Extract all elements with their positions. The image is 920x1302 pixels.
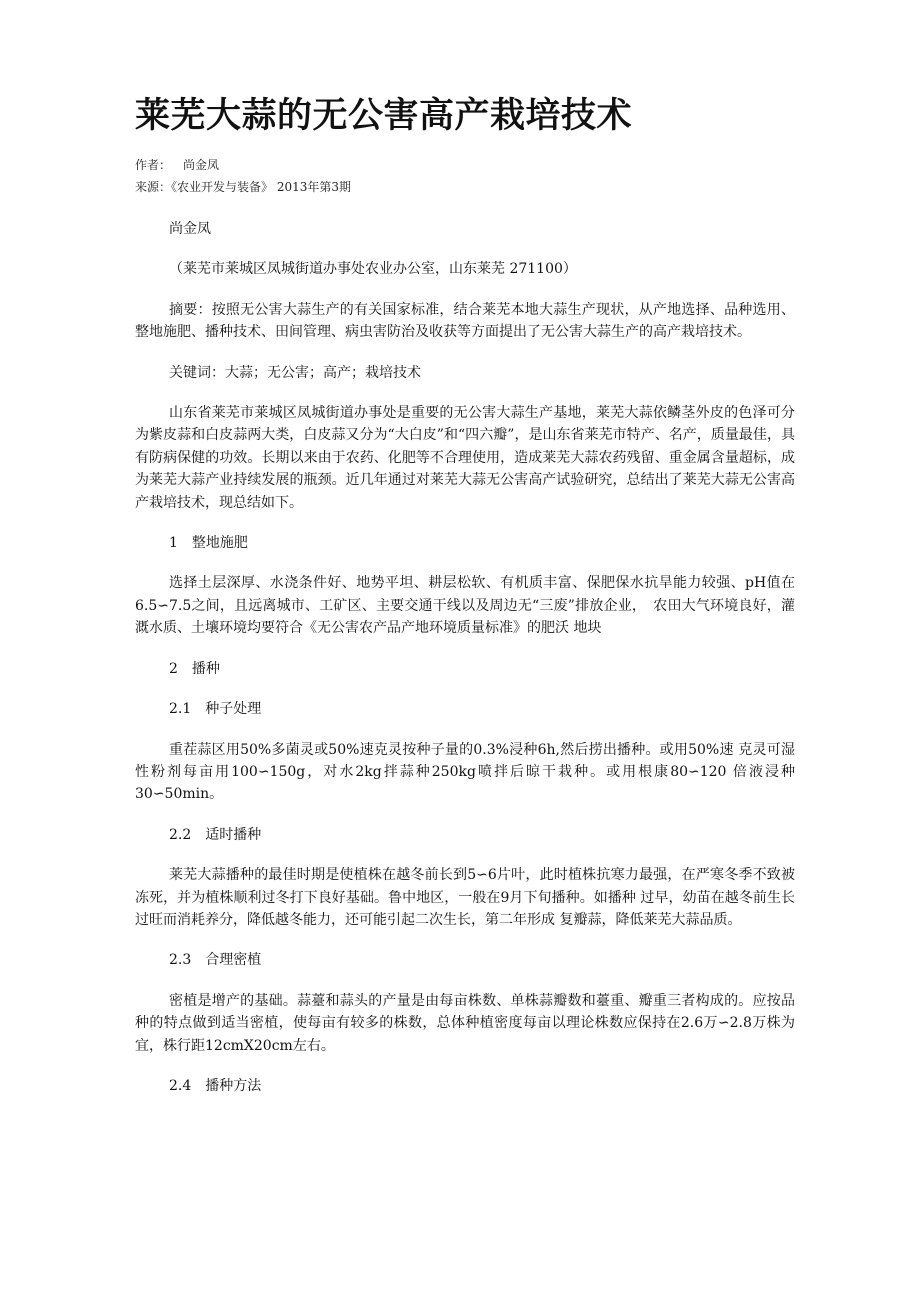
intro-paragraph: 山东省莱芜市莱城区凤城街道办事处是重要的无公害大蒜生产基地，莱芜大蒜依鳞茎外皮的色泽可分为紫皮蒜和白皮蒜两大类，白皮蒜又分为“大白皮”和“四六瓣”，是山东省莱芜市特产、名产，质量最佳，具有防病保健的功效。长期以来由于农药、化肥等不合理使用，造成莱芜大蒜农药残留、重金属含量超标，成为莱芜大蒜产业持续发展的瓶颈。近几年通过对莱芜大蒜无公害高产试验研究，总结出了莱芜大蒜无公害高产栽培技术，现总结如下。 <box>135 405 795 511</box>
section-2-3-paragraph: 密植是增产的基础。蒜薹和蒜头的产量是由每亩株数、单株蒜瓣数和薹重、瓣重三者构成的。应按品种的特点做到适当密植，使每亩有较多的株数，总体种植密度每亩以理论株数应保持在2.6万∽2.8万株为宜，株行距12cmX20cm左右。 <box>135 992 795 1054</box>
document-title: 莱芜大蒜的无公害高产栽培技术 <box>135 96 633 136</box>
source-text: 《农业开发与装备》 2013年第3期 <box>171 180 352 194</box>
author-label: 作者： <box>135 158 172 172</box>
source-meta <box>135 178 351 195</box>
abstract: 摘要：按照无公害大蒜生产的有关国家标准，结合莱芜本地大蒜生产现状，从产地选择、品种选用、整地施肥、播种技术、田间管理、病虫害防治及收获等方面提出了无公害大蒜生产的高产栽培技术。 <box>135 301 795 341</box>
article-body <box>135 218 795 1115</box>
section-1-paragraph: 选择土层深厚、水浇条件好、地势平坦、耕层松软、有机质丰富、保肥保水抗旱能力较强、pH值在6.5∽7.5之间，且远离城市、工矿区、主要交通干线以及周边无“三废”排放企业， 农田大气环境良好，灌溉水质、土壤环境均要符合《无公害农产品产地环境质量标准》的肥沃 地块 <box>135 575 795 637</box>
section-2-1-paragraph: 重茬蒜区用50%多菌灵或50%速克灵按种子量的0.3%浸种6h,然后捞出播种。或用50%速 克灵可湿性粉剂每亩用100∽150g，对水2kg拌蒜种250kg喷拌后晾干栽种。或用根康80∽120 倍液浸种30∽50min。 <box>135 741 795 803</box>
section-2-2-paragraph: 莱芜大蒜播种的最佳时期是使植株在越冬前长到5∽6片叶，此时植株抗寒力最强，在严寒冬季不致被冻死，并为植株顺利过冬打下良好基础。鲁中地区，一般在9月下旬播种。如播种 过早，幼苗在越冬前生长过旺而消耗养分，降低越冬能力，还可能引起二次生长，第二年形成 复瓣蒜，降低莱芜大蒜品质。 <box>135 867 795 928</box>
source-label: 来源： <box>135 180 172 194</box>
author-meta <box>135 156 219 173</box>
section-heading-2-3: 2.3 合理密植 <box>169 952 262 969</box>
section-heading-2-4: 2.4 播种方法 <box>169 1077 262 1094</box>
author-name: 尚金凤 <box>183 158 220 172</box>
section-heading-1: 1 整地施肥 <box>169 535 248 552</box>
section-heading-2-2: 2.2 适时播种 <box>169 826 262 843</box>
affiliation: （莱芜市莱城区凤城街道办事处农业办公室，山东莱芜 271100） <box>169 261 577 278</box>
author-line: 尚金凤 <box>169 221 211 237</box>
section-heading-2-1: 2.1 种子处理 <box>169 701 262 718</box>
keywords: 关键词：大蒜；无公害；高产；栽培技术 <box>169 364 421 381</box>
section-heading-2: 2 播种 <box>169 660 220 677</box>
